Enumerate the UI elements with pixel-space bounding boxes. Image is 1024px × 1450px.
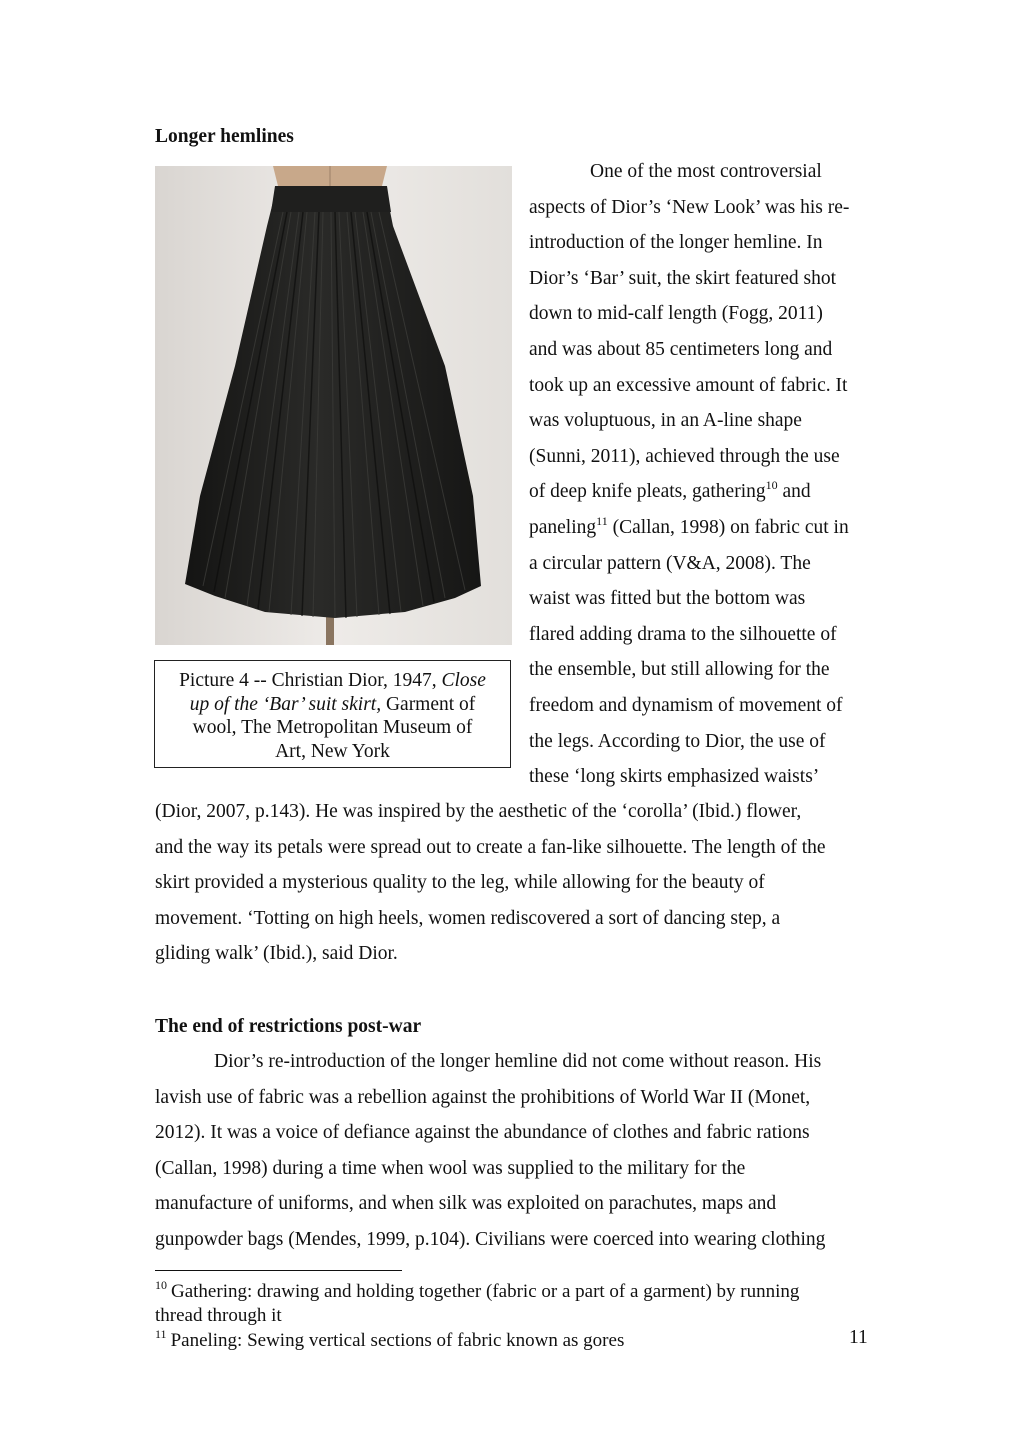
text-span: and [777,481,811,503]
text-line: skirt provided a mysterious quality to the leg, while allowing for the beauty of [155,872,765,893]
text-line: One of the most controversial [590,161,822,182]
footnote-line [155,1278,800,1303]
footnote-number: 11 [155,1327,167,1341]
text-line: these ‘long skirts emphasized waists’ [529,766,820,788]
page-number: 11 [849,1327,868,1348]
section-heading-longer-hemlines: Longer hemlines [155,126,294,147]
caption-line: wool, The Metropolitan Museum of [192,717,473,738]
text-line: Dior’s ‘Bar’ suit, the skirt featured shot [529,267,837,289]
text-line: freedom and dynamism of movement of [529,695,843,716]
section-heading-end-of-restrictions: The end of restrictions post-war [155,1016,422,1037]
text-line: lavish use of fabric was a rebellion against the prohibitions of World War II (Monet, [155,1086,811,1108]
text-line: movement. ‘Totting on high heels, women rediscovered a sort of dancing step, a [155,907,781,929]
footnote-ref: 11 [596,514,608,528]
footnote-separator [155,1270,402,1271]
text-span: (Callan, 1998) on fabric cut in [607,517,849,538]
text-line: gunpowder bags (Mendes, 1999, p.104). Civilians were coerced into wearing clothing [155,1228,826,1250]
text-line: the ensemble, but still allowing for the [529,659,830,681]
footnote-text: Paneling: Sewing vertical sections of fabric known as gores [170,1330,625,1351]
skirt-photo [155,166,512,645]
text-line [529,516,849,540]
caption-line: Art, New York [275,740,390,762]
caption-line [155,669,510,693]
caption-text: Picture 4 -- Christian Dior, 1947, [179,670,442,691]
text-line [529,480,811,504]
caption-line [155,693,510,717]
text-line: the legs. According to Dior, the use of [529,730,826,752]
text-line: took up an excessive amount of fabric. It [529,374,848,396]
text-line: (Dior, 2007, p.143). He was inspired by the aesthetic of the ‘corolla’ (Ibid.) flower, [155,801,802,822]
footnote-text: Gathering: drawing and holding together (fabric or a part of a garment) by running [171,1281,800,1302]
text-span: of deep knife pleats, gathering [529,481,766,503]
footnote-number: 10 [155,1278,167,1292]
footnote-ref: 10 [765,478,778,493]
caption-italic-text: up of the ‘Bar’ suit skirt, [189,693,382,715]
pleated-skirt-image [155,166,512,645]
footnote-line [155,1327,625,1352]
text-line: and the way its petals were spread out to create a fan-like silhouette. The length of the [155,836,826,858]
text-line: (Callan, 1998) during a time when wool was supplied to the military for the [155,1157,746,1179]
caption-italic-text: Close [441,670,486,691]
text-line: (Sunni, 2011), achieved through the use [529,445,840,467]
text-line: a circular pattern (V&A, 2008). The [529,552,811,574]
footnote-line: thread through it [155,1305,282,1326]
text-line: Dior’s re-introduction of the longer hemline did not come without reason. His [214,1051,822,1072]
text-span: paneling [529,517,597,538]
text-line: aspects of Dior’s ‘New Look’ was his re- [529,196,850,218]
text-line: gliding walk’ (Ibid.), said Dior. [155,943,398,964]
text-line: introduction of the longer hemline. In [529,232,823,254]
text-line: manufacture of uniforms, and when silk was exploited on parachutes, maps and [155,1193,777,1214]
text-line: waist was fitted but the bottom was [529,588,806,610]
text-line: and was about 85 centimeters long and [529,339,833,360]
text-line: 2012). It was a voice of defiance against the abundance of clothes and fabric rations [155,1122,810,1143]
text-line: was voluptuous, in an A-line shape [529,410,802,432]
figure-caption [154,660,511,768]
caption-text: Garment of [381,693,476,715]
text-line: down to mid-calf length (Fogg, 2011) [529,303,823,325]
text-line: flared adding drama to the silhouette of [529,623,837,645]
